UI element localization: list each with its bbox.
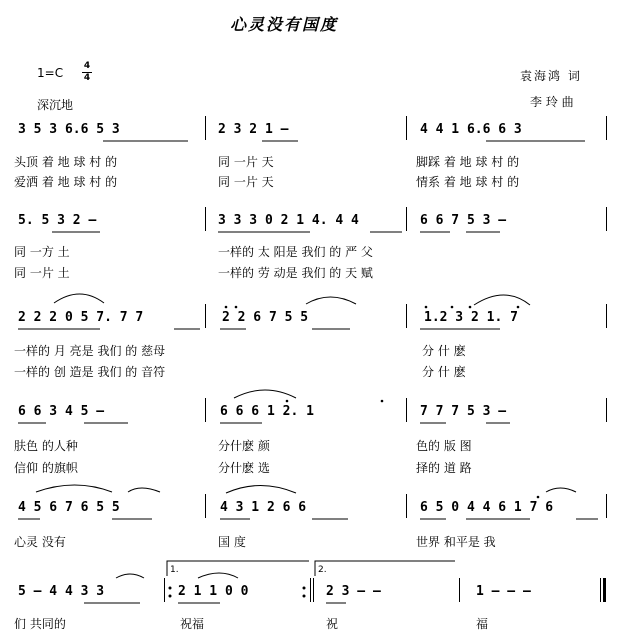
measure-2-3-notes: 6 6 7 5 3 – — [420, 213, 507, 228]
composer-credit: 李 玲 曲 — [530, 95, 574, 109]
key-signature: 1=C — [37, 66, 64, 80]
octave-dot — [517, 306, 520, 309]
lyric-3-1-verse1: 一样的 月 亮是 我们 的 慈母 — [14, 344, 166, 358]
lyric-3-3-verse2: 分 什 麽 — [422, 365, 466, 379]
repeat-dot — [303, 595, 306, 598]
measure-1-2-notes: 2 3 2 1 – — [218, 122, 289, 137]
measure-2-2-notes: 3 3 3 0 2 1 4. 4 4 — [218, 213, 359, 228]
lyric-6-2-verse1: 祝福 — [180, 617, 205, 631]
octave-dot — [286, 400, 289, 403]
lyric-6-1-verse1: 们 共同的 — [14, 617, 66, 631]
song-title: 心灵没有国度 — [230, 15, 339, 34]
lyric-5-1-verse1: 心灵 没有 — [14, 535, 66, 549]
lyric-5-2-verse1: 国 度 — [218, 535, 246, 549]
measure-3-2-notes: 2 2 6 7 5 5 — [222, 310, 309, 325]
lyric-1-1-verse2: 爱洒 着 地 球 村 的 — [14, 175, 118, 189]
octave-dot — [451, 306, 454, 309]
lyric-4-2-verse1: 分什麽 颜 — [218, 439, 270, 453]
lyric-4-1-verse1: 肤色 的人种 — [14, 439, 78, 453]
volta-first-label: 1. — [170, 565, 179, 575]
slur — [128, 488, 160, 492]
octave-dot — [225, 306, 228, 309]
measure-5-1-notes: 4 5 6 7 6 5 5 — [18, 500, 120, 515]
lyric-1-3-verse1: 脚踩 着 地 球 村 的 — [416, 155, 520, 169]
lyric-2-2-verse2: 一样的 劳 动是 我们 的 天 赋 — [218, 266, 373, 280]
lyric-1-2-verse2: 同 一片 天 — [218, 175, 274, 189]
measure-5-3-notes: 6 5 0 4 4 6 1 7 6 — [420, 500, 554, 515]
slur — [116, 574, 144, 578]
slur — [234, 390, 296, 398]
volta-second-label: 2. — [318, 565, 327, 575]
slur — [54, 294, 104, 303]
slur — [546, 488, 576, 492]
tempo-marking: 深沉地 — [37, 98, 74, 112]
measure-4-2-notes: 6 6 6 1 2. 1 — [220, 404, 314, 419]
measure-1-1-notes: 3 5 3 6.6 5 3 — [18, 122, 120, 137]
measure-3-3-notes: 1.2 3 2 1. 7 — [424, 310, 518, 325]
octave-dot — [235, 306, 238, 309]
measure-2-1-notes: 5. 5 3 2 – — [18, 213, 97, 228]
lyricist-credit: 袁海鸿 词 — [520, 69, 582, 83]
octave-dot — [469, 306, 472, 309]
volta-first-bracket — [167, 561, 309, 576]
measure-4-3-notes: 7 7 7 5 3 – — [420, 404, 507, 419]
lyric-5-3-verse1: 世界 和平是 我 — [416, 535, 496, 549]
lyric-2-1-verse1: 同 一方 土 — [14, 245, 70, 259]
lyric-1-3-verse2: 情系 着 地 球 村 的 — [416, 175, 520, 189]
slur — [198, 573, 238, 578]
repeat-dot — [303, 587, 306, 590]
lyric-2-2-verse1: 一样的 太 阳是 我们 的 严 父 — [218, 245, 373, 259]
slur — [36, 485, 112, 492]
measure-4-1-notes: 6 6 3 4 5 – — [18, 404, 105, 419]
time-signature-bottom: 4 — [83, 73, 91, 83]
slur — [474, 295, 530, 305]
lyric-6-3-verse1: 祝 — [326, 617, 339, 631]
measure-6-2-notes: 2 1 1 0 0 — [178, 584, 249, 599]
lyric-1-2-verse1: 同 一片 天 — [218, 155, 274, 169]
volta-second-bracket — [315, 561, 455, 576]
lyric-2-1-verse2: 同 一片 土 — [14, 266, 70, 280]
lyric-3-3-verse1: 分 什 麽 — [422, 344, 466, 358]
measure-6-3-notes: 2 3 – – — [326, 584, 381, 599]
time-signature-top: 4 — [83, 61, 91, 71]
lyric-4-1-verse2: 信仰 的旗帜 — [14, 461, 78, 475]
measure-6-4-notes: 1 – – – — [476, 584, 531, 599]
repeat-dot — [169, 595, 172, 598]
lyric-4-3-verse1: 色的 版 图 — [416, 439, 472, 453]
measure-3-1-notes: 2 2 2 0 5 7. 7 7 — [18, 310, 144, 325]
measure-6-1-notes: 5 – 4 4 3 3 — [18, 584, 105, 599]
octave-dot — [381, 400, 384, 403]
measure-1-3-notes: 4 4 1 6.6 6 3 — [420, 122, 522, 137]
repeat-dot — [169, 587, 172, 590]
octave-dot — [425, 306, 428, 309]
octave-dot — [537, 496, 540, 499]
lyric-3-1-verse2: 一样的 创 造是 我们 的 音符 — [14, 365, 166, 379]
lyric-4-2-verse2: 分什麽 选 — [218, 461, 270, 475]
measure-5-2-notes: 4 3 1 2 6 6 — [220, 500, 307, 515]
lyric-4-3-verse2: 择的 道 路 — [416, 461, 472, 475]
slur — [226, 486, 296, 494]
lyric-6-4-verse1: 福 — [476, 617, 489, 631]
slur — [306, 297, 356, 304]
lyric-1-1-verse1: 头顶 着 地 球 村 的 — [14, 155, 118, 169]
